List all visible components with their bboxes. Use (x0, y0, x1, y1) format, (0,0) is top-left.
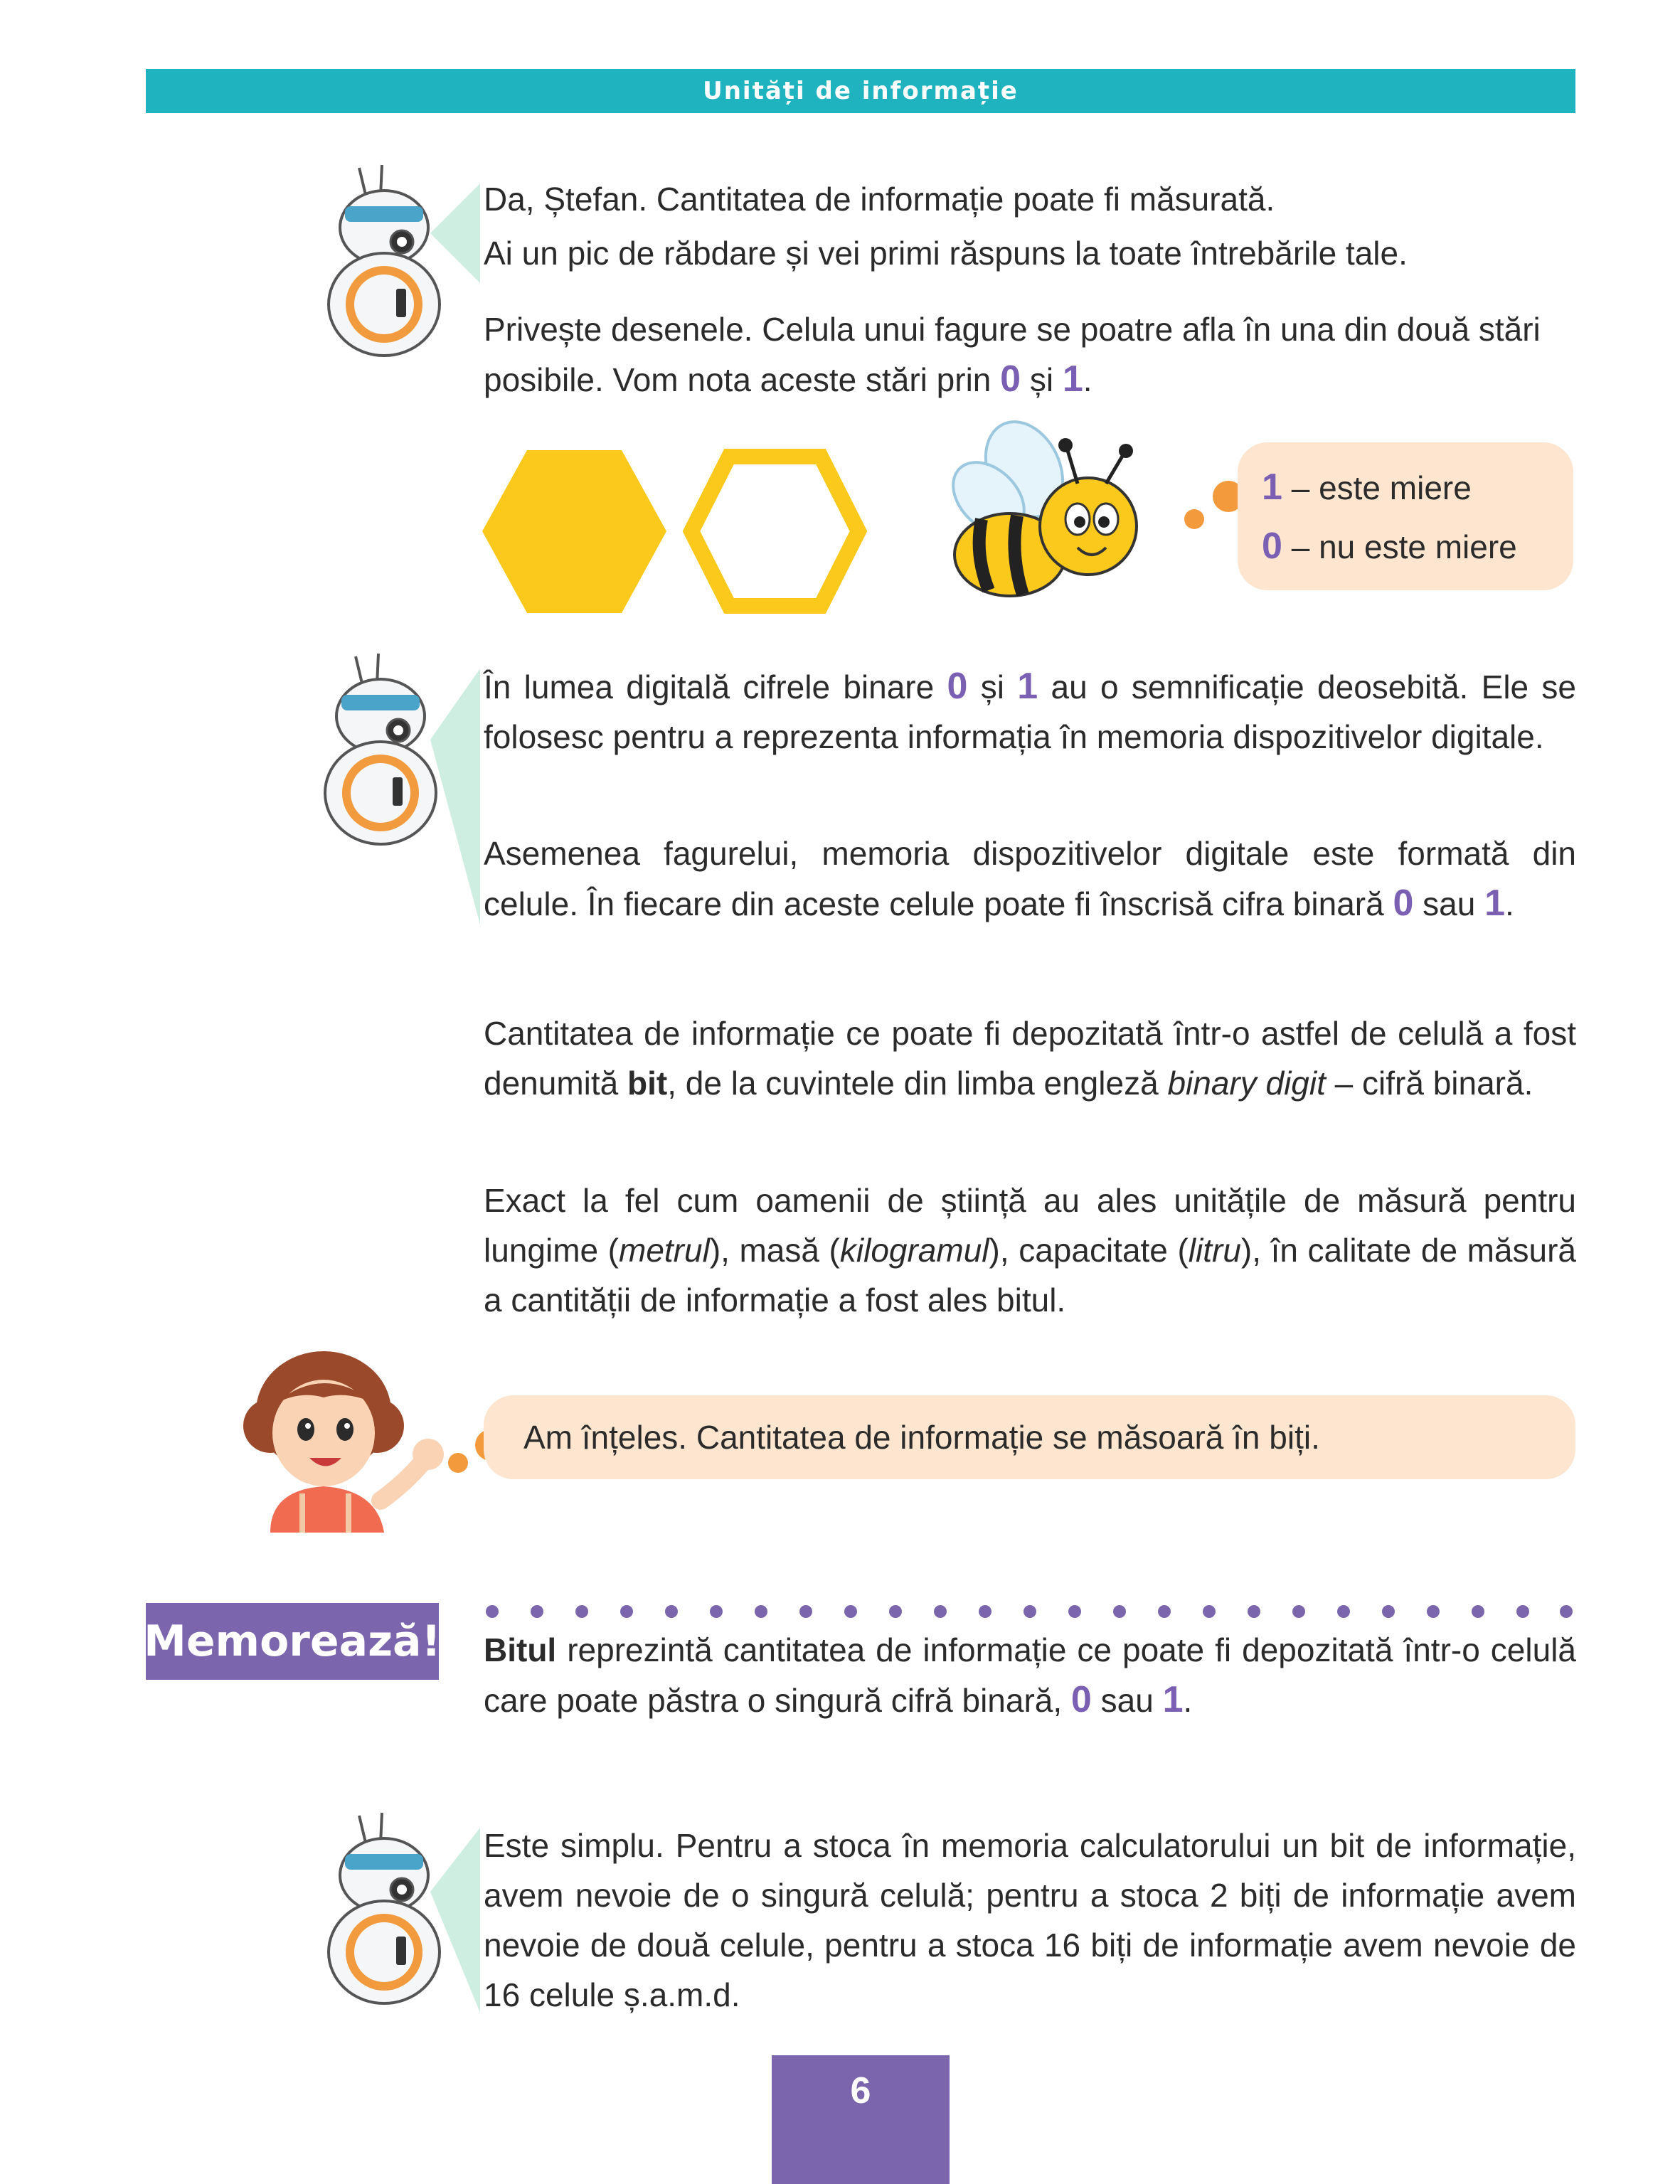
memorize-tag (146, 1603, 439, 1680)
girl-speech-bubble (484, 1395, 1575, 1479)
intro-line-2: Ai un pic de răbdare și vei primi răspuns la toate întrebările tale. (484, 235, 1408, 272)
text: Exact la fel cum oamenii de știință au ales unitățile de măsură pentru lungime ( (484, 1182, 1576, 1269)
text: și (1021, 361, 1063, 398)
intro-line-1: Da, Ștefan. Cantitatea de informație poate fi măsurată. (484, 181, 1275, 218)
legend-item-honey (1262, 458, 1573, 517)
digit-one: 1 (1162, 1679, 1184, 1720)
girl-character-icon (242, 1348, 455, 1533)
digit-one: 1 (1017, 666, 1038, 707)
term-litru: litru (1188, 1232, 1241, 1269)
text: au o semnificație deosebită. Ele se folosesc pentru a reprezenta informația în memoria dispozitivelor digitale. (484, 668, 1577, 755)
honey-legend-bubble (1238, 442, 1573, 590)
text: . (1083, 361, 1092, 398)
bubble-dot-small (1184, 509, 1204, 529)
speech-pointer (430, 668, 480, 925)
term-metrul: metrul (619, 1232, 710, 1269)
bubble-dot-small (448, 1453, 468, 1473)
digit-zero: 0 (1393, 883, 1414, 924)
girl-speech-text: Am înțeles. Cantitatea de informație se măsoară în biți. (523, 1419, 1320, 1456)
digit-one: 1 (1484, 883, 1506, 924)
digit-zero: 0 (947, 666, 968, 707)
term-bit: bit (627, 1065, 668, 1102)
honeycomb-paragraph (484, 304, 1576, 405)
honeycomb-filled-hexagon (480, 448, 669, 615)
text: ), capacitate ( (989, 1232, 1189, 1269)
bee-icon (939, 420, 1174, 612)
text: . (1505, 885, 1514, 922)
storage-paragraph: Este simplu. Pentru a stoca în memoria calculatorului un bit de informație, avem nevoie de o singură celulă; pentru a stoca 2 biți de informație avem nevoie de două celule, pentru a stoca 16 biți de informație avem nevoie de 16 celule ș.a.m.d. (484, 1827, 1576, 2013)
speech-pointer (430, 183, 480, 283)
units-paragraph (484, 1176, 1576, 1325)
memorize-paragraph (484, 1625, 1576, 1725)
text: sau (1091, 1682, 1163, 1719)
honeycomb-empty-hexagon (681, 448, 869, 615)
legend-item-no-honey (1262, 517, 1573, 576)
text: reprezintă cantitatea de informație ce poate fi depozitată într-o celulă care poate păstra o singură cifră binară, (484, 1631, 1576, 1719)
binary-digits-paragraph (484, 661, 1576, 762)
memory-cells-paragraph (484, 829, 1576, 929)
text: , de la cuvintele din limba engleză (667, 1065, 1168, 1102)
term-binary-digit: binary digit (1167, 1065, 1326, 1102)
bit-definition-paragraph (484, 1008, 1576, 1108)
digit-zero: 0 (1070, 1679, 1092, 1720)
digit-one: 1 (1062, 358, 1083, 400)
legend-label: – este miere (1282, 469, 1472, 506)
digit-one: 1 (1262, 467, 1282, 508)
digit-zero: 0 (1262, 526, 1282, 567)
term-kilogramul: kilogramul (839, 1232, 989, 1269)
text: În lumea digitală cifrele binare (484, 668, 947, 705)
text: . (1183, 1682, 1193, 1719)
speech-pointer (430, 1828, 480, 2013)
page-number: 6 (850, 2070, 871, 2111)
chapter-header (146, 69, 1575, 113)
memorize-label: Memorează! (144, 1616, 441, 1666)
legend-label: – nu este miere (1282, 528, 1517, 565)
dotted-divider (484, 1603, 1575, 1624)
text: ), masă ( (709, 1232, 840, 1269)
text: Cantitatea de informație ce poate fi depozitată într-o astfel de celulă a fost denumită (484, 1015, 1576, 1102)
term-bitul: Bitul (484, 1631, 557, 1668)
text: Asemenea fagurelui, memoria dispozitivelor digitale este formată din celule. În fiecare din aceste celule poate fi înscrisă cifra binară (484, 835, 1576, 922)
text: și (967, 668, 1018, 705)
text: – cifră binară. (1325, 1065, 1533, 1102)
chapter-title: Unități de informație (703, 77, 1019, 105)
text: sau (1413, 885, 1485, 922)
text: Privește desenele. Celula unui fagure se poatre afla în una din două stări posibile. Vom nota aceste stări prin (484, 311, 1541, 398)
digit-zero: 0 (1000, 358, 1021, 400)
page-number-tab (772, 2055, 950, 2184)
text: ), în calitate de măsură a cantității de informație a fost ales bitul. (484, 1232, 1576, 1319)
